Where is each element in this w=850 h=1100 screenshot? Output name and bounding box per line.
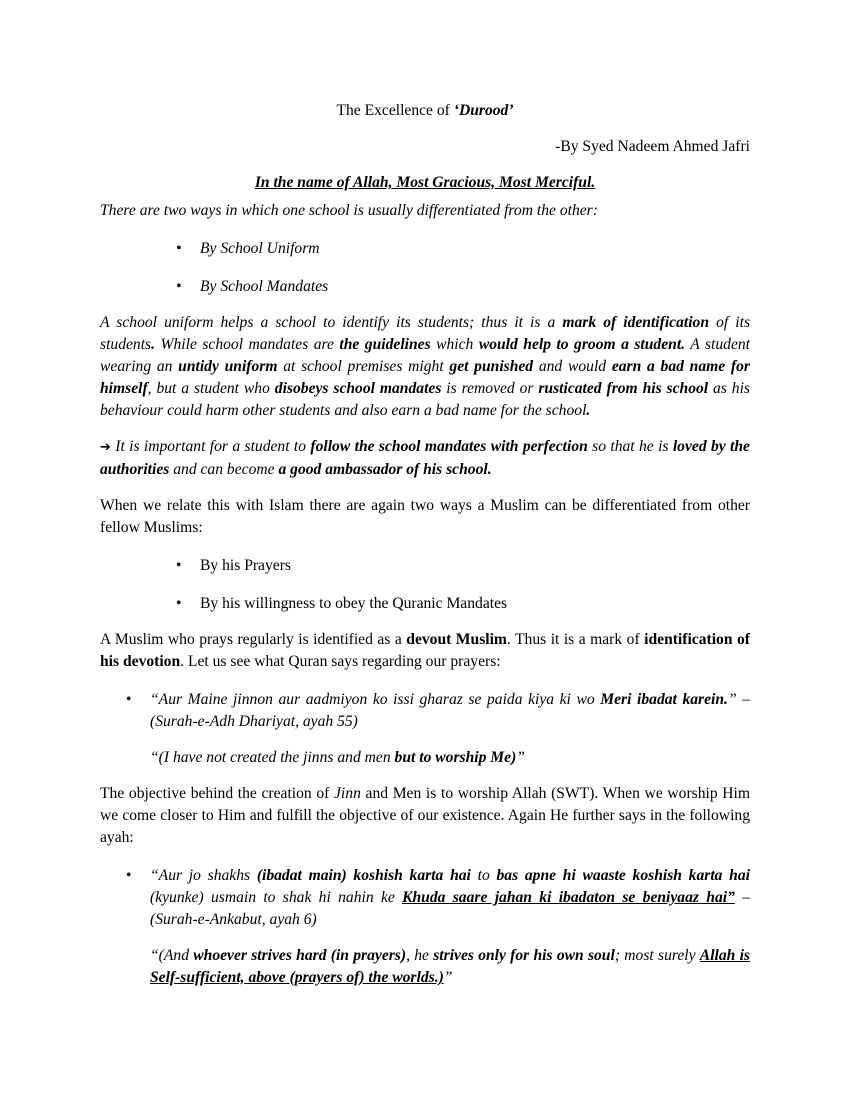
bismillah-heading: In the name of Allah, Most Gracious, Most Merciful. <box>254 174 596 191</box>
islam-relation-paragraph: When we relate this with Islam there are again two ways a Muslim can be differentiated from other fellow Muslims: <box>100 497 750 536</box>
school-mandates-paragraph: ➔ It is important for a student to follow the school mandates with perfection so that he is loved by the authorities and can become a good ambassador of his school. <box>100 438 750 478</box>
list-item: • By School Uniform <box>100 238 750 260</box>
quran-quote-adh-dhariyat: • “Aur Maine jinnon aur aadmiyon ko issi gharaz se paida kiya ki wo Meri ibadat karein.” – (Surah-e-Adh Dhariyat, ayah 55) <box>126 691 751 730</box>
translation-adh-dhariyat: “(I have not created the jinns and men but to worship Me)” <box>150 749 525 766</box>
bullet-icon: • <box>126 867 132 884</box>
intro-text: There are two ways in which one school is usually differentiated from the other: <box>100 202 598 219</box>
list-item: • By School Mandates <box>100 276 750 298</box>
list-item: • By his Prayers <box>100 555 750 577</box>
author-byline: -By Syed Nadeem Ahmed Jafri <box>555 138 750 155</box>
document-title: The Excellence of ‘Durood’ <box>336 102 514 119</box>
quran-quote-ankabut: • “Aur jo shakhs (ibadat main) koshish karta hai to bas apne hi waaste koshish karta hai (kyunke) usmain to shak hi nahin ke Khuda saare jahan ki ibadaton se beniyaaz hai” – (Surah-e-Ankabut, ayah 6) <box>126 867 750 928</box>
document-page <box>100 98 750 989</box>
bullet-icon: • <box>176 240 182 257</box>
bullet-icon: • <box>176 278 182 295</box>
arrow-right-icon: ➔ <box>100 440 111 455</box>
bullet-icon: • <box>176 595 182 612</box>
title-durood: ‘Durood’ <box>453 102 514 119</box>
bullet-icon: • <box>126 691 132 708</box>
devout-muslim-paragraph: A Muslim who prays regularly is identified as a devout Muslim. Thus it is a mark of identification of his devotion. Let us see what Quran says regarding our prayers: <box>100 631 750 670</box>
muslim-ways-list <box>100 555 750 615</box>
school-ways-list <box>100 238 750 298</box>
list-item: • By his willingness to obey the Quranic Mandates <box>100 593 750 615</box>
translation-ankabut: “(And whoever strives hard (in prayers), he strives only for his own soul; most surely Allah is Self-sufficient, above (prayers of) the worlds.)” <box>150 947 750 986</box>
bullet-icon: • <box>176 557 182 574</box>
objective-paragraph: The objective behind the creation of Jinn and Men is to worship Allah (SWT). When we worship Him we come closer to Him and fulfill the objective of our existence. Again He further says in the following ayah: <box>100 785 751 846</box>
school-uniform-paragraph: A school uniform helps a school to identify its students; thus it is a mark of identification of its students. While school mandates are the guidelines which would help to groom a student. A student wearing an untidy uniform at school premises might get punished and would earn a bad name for himself, but a student who disobeys school mandates is removed or rusticated from his school as his behaviour could harm other students and also earn a bad name for the school. <box>100 314 751 419</box>
